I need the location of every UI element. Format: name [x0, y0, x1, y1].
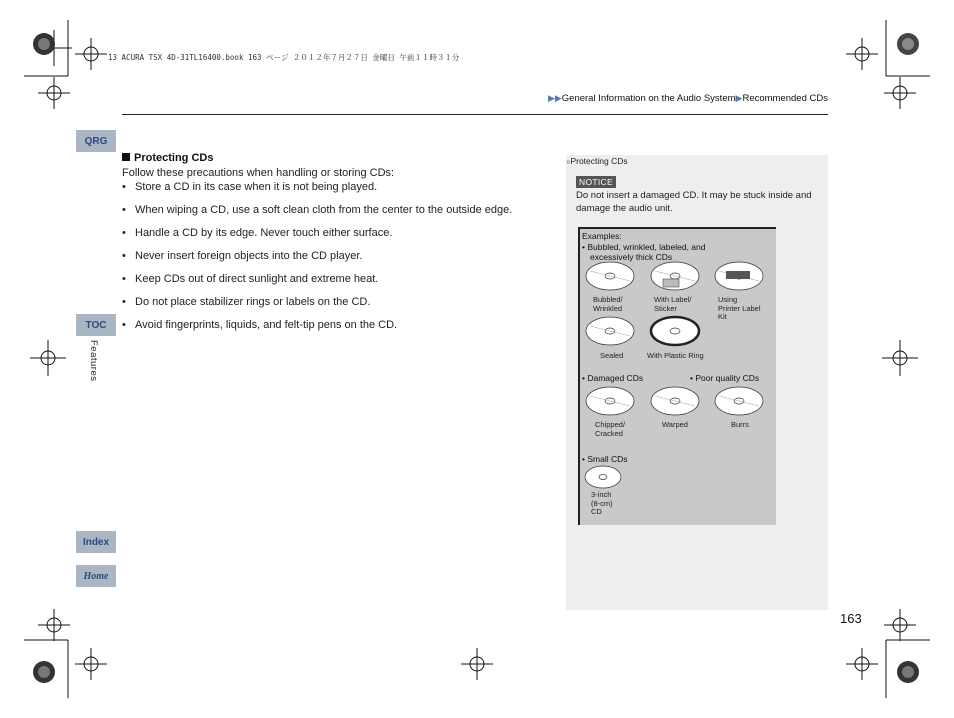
side-note-panel	[566, 155, 828, 610]
list-item: • Do not place stabilizer rings or labels on the CD.	[122, 296, 552, 319]
square-bullet-icon	[122, 153, 130, 161]
caption-warped: Warped	[662, 420, 688, 429]
group1-label-2: excessively thick CDs	[590, 252, 673, 262]
main-content	[122, 152, 552, 342]
precaution-list	[122, 181, 552, 342]
caption-with-label: With Label/ Sticker	[654, 295, 692, 313]
section-side-label: Features	[88, 340, 99, 382]
breadcrumb-section-link[interactable]: General Information on the Audio System	[561, 93, 736, 104]
list-item: • When wiping a CD, use a soft clean cloth from the center to the outside edge.	[122, 204, 552, 227]
list-item: • Store a CD in its case when it is not being played.	[122, 181, 552, 204]
caption-sealed: Sealed	[600, 351, 624, 360]
list-item: • Handle a CD by its edge. Never touch either surface.	[122, 227, 552, 250]
group2-label-poor: • Poor quality CDs	[690, 373, 760, 383]
notice-text: Do not insert a damaged CD. It may be stuck inside and damage the audio unit.	[576, 190, 812, 214]
breadcrumb-page-link[interactable]: Recommended CDs	[742, 93, 828, 104]
examples-title: Examples:	[582, 231, 622, 241]
list-item: • Keep CDs out of direct sunlight and extreme heat.	[122, 273, 552, 296]
caption-printer-label: Using Printer Label Kit	[718, 295, 761, 321]
list-item: • Never insert foreign objects into the CD player.	[122, 250, 552, 273]
caption-chipped: Chipped/ Cracked	[595, 420, 626, 438]
qrg-button[interactable]: QRG	[76, 130, 116, 152]
print-header: 13 ACURA TSX 4D-31TL16400.book 163 ページ ２０１２年７月２７日 金曜日 午前１１時３１分	[108, 53, 460, 62]
index-button[interactable]: Index	[76, 531, 116, 553]
group1-label: • Bubbled, wrinkled, labeled, and	[582, 242, 706, 252]
caption-bubbled: Bubbled/ Wrinkled	[593, 295, 623, 313]
breadcrumb	[548, 93, 828, 104]
panel-title: »Protecting CDs	[566, 156, 628, 166]
caption-plastic-ring: With Plastic Ring	[647, 351, 704, 360]
caption-burrs: Burrs	[731, 420, 749, 429]
home-button[interactable]: Home	[76, 565, 116, 587]
caption-small-cd: 3-inch (8-cm) CD	[591, 490, 613, 516]
group3-label: • Small CDs	[582, 454, 628, 464]
list-item: • Avoid fingerprints, liquids, and felt-tip pens on the CD.	[122, 319, 552, 342]
panel-arrow-icon: »	[566, 157, 571, 166]
breadcrumb-separator: ▶	[735, 93, 743, 103]
intro-text: Follow these precautions when handling or storing CDs:	[122, 167, 395, 179]
header-divider	[122, 114, 828, 115]
section-heading: Protecting CDs	[122, 152, 552, 164]
breadcrumb-arrows: ▶▶	[547, 93, 562, 103]
page-number: 163	[840, 611, 862, 626]
group2-label-damaged: • Damaged CDs	[582, 373, 644, 383]
toc-button[interactable]: TOC	[76, 314, 116, 336]
notice-badge: NOTICE	[576, 176, 616, 188]
examples-figure	[578, 227, 776, 525]
